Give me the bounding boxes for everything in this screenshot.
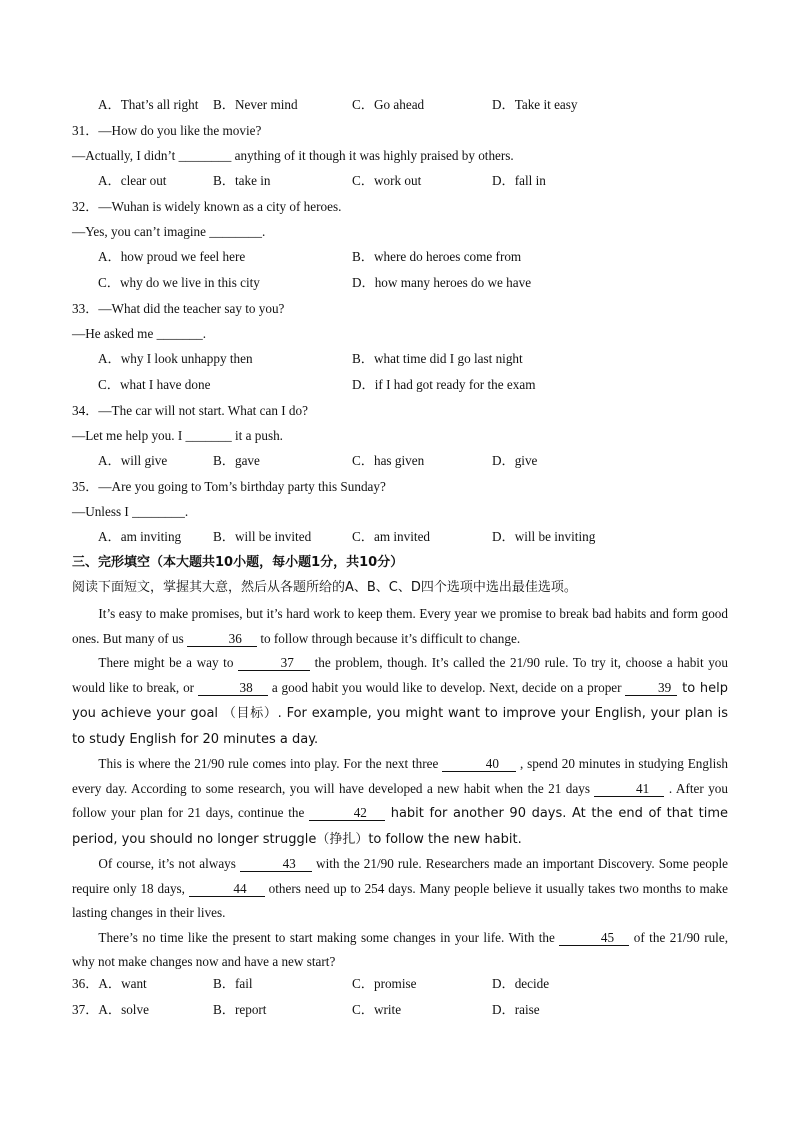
q35-option-d: D．will be inviting: [492, 529, 596, 544]
q36-option-d: D．decide: [492, 976, 550, 991]
q31-option-d: D．fall in: [492, 173, 546, 188]
q34-option-d: D．give: [492, 453, 538, 468]
q35-option-b: B．will be invited: [213, 529, 312, 544]
blank-39[interactable]: 39: [625, 681, 677, 696]
q37-option-d: D．raise: [492, 1002, 540, 1017]
section-instruction: 阅读下面短文，掌握其大意，然后从各题所给的A、B、C、D四个选项中选出最佳选项。: [72, 580, 577, 595]
q33-option-d: D．if I had got ready for the exam: [352, 377, 536, 392]
blank-44[interactable]: 44: [189, 882, 265, 897]
q30-option-a: A．That’s all right: [98, 97, 199, 112]
q31-option-c: C．work out: [352, 173, 422, 188]
cloze-passage: [72, 602, 728, 975]
passage-paragraph-2: There might be a way to 37 the problem, though. It’s called the 21/90 rule. To try it, choose a habit you would like to break, or 38 a good habit you would like to develop. Next, decide on a proper 39 to help you achieve your goal （目标）. For example, you might want to improve your English, your plan is to study English for 20 minutes a day.: [72, 655, 728, 747]
q33-answer: —He asked me _______.: [72, 326, 207, 341]
blank-45[interactable]: 45: [559, 931, 629, 946]
q34-question: 34．—The car will not start. What can I do?: [72, 403, 308, 418]
blank-38[interactable]: 38: [198, 681, 268, 696]
blank-36[interactable]: 36: [187, 632, 257, 647]
q31-option-a: A．clear out: [98, 173, 167, 188]
passage-paragraph-5: There’s no time like the present to start making some changes in your life. With the 45 of the 21/90 rule, why not make changes now and have a new start?: [72, 929, 729, 969]
q37-option-a: 37．A．solve: [72, 1002, 149, 1017]
q35-option-c: C．am invited: [352, 529, 431, 544]
q31-answer: —Actually, I didn’t ________ anything of it though it was highly praised by others.: [72, 148, 514, 163]
q35-question: 35．—Are you going to Tom’s birthday party this Sunday?: [72, 479, 386, 494]
blank-37[interactable]: 37: [238, 656, 310, 671]
q32-option-b: B．where do heroes come from: [352, 249, 522, 264]
q32-answer: —Yes, you can’t imagine ________.: [72, 224, 266, 239]
q33-option-b: B．what time did I go last night: [352, 351, 523, 366]
q32-question: 32．—Wuhan is widely known as a city of heroes.: [72, 199, 342, 214]
blank-43[interactable]: 43: [240, 857, 312, 872]
passage-paragraph-4: Of course, it’s not always 43 with the 21/90 rule. Researchers made an important Discovery. Some people require only 18 days, 44 others need up to 254 days. Many people believe it usually takes two months to make lasting changes in their lives.: [72, 856, 728, 920]
blank-40[interactable]: 40: [442, 757, 516, 772]
q34-option-c: C．has given: [352, 453, 425, 468]
q33-question: 33．—What did the teacher say to you?: [72, 301, 285, 316]
q35-option-a: A．am inviting: [98, 529, 182, 544]
q35-answer: —Unless I ________.: [72, 504, 189, 519]
q37-option-b: B．report: [213, 1002, 267, 1017]
q36-option-b: B．fail: [213, 976, 253, 991]
q33-option-a: A．why I look unhappy then: [98, 351, 253, 366]
section-heading: 三、完形填空（本大题共10小题，每小题1分，共10分）: [72, 555, 404, 570]
q30-option-c: C．Go ahead: [352, 97, 425, 112]
passage-paragraph-1: It’s easy to make promises, but it’s hard work to keep them. Every year we promise to break bad habits and form good ones. But many of us 36 to follow through because it’s difficult to change.: [72, 606, 728, 646]
q30-option-b: B．Never mind: [213, 97, 298, 112]
q32-option-c: C．why do we live in this city: [98, 275, 260, 290]
blank-41[interactable]: 41: [594, 782, 664, 797]
passage-paragraph-3: This is where the 21/90 rule comes into play. For the next three 40 , spend 20 minutes in studying English every day. According to some research, you will have developed a new habit when the 21 days 41 . After you follow your plan for 21 days, continue the 42 habit for another 90 days. At the end of that time period, you should no longer struggle（挣扎）to follow the new habit.: [72, 756, 728, 847]
blank-42[interactable]: 42: [309, 806, 385, 821]
q31-option-b: B．take in: [213, 173, 271, 188]
q31-question: 31．—How do you like the movie?: [72, 123, 262, 138]
q36-option-c: C．promise: [352, 976, 417, 991]
q32-option-a: A．how proud we feel here: [98, 249, 246, 264]
q32-option-d: D．how many heroes do we have: [352, 275, 532, 290]
q33-option-c: C．what I have done: [98, 377, 211, 392]
q37-option-c: C．write: [352, 1002, 402, 1017]
q36-option-a: 36．A．want: [72, 976, 147, 991]
q34-option-a: A．will give: [98, 453, 168, 468]
q34-option-b: B．gave: [213, 453, 260, 468]
q34-answer: —Let me help you. I _______ it a push.: [72, 428, 283, 443]
q30-option-d: D．Take it easy: [492, 97, 578, 112]
